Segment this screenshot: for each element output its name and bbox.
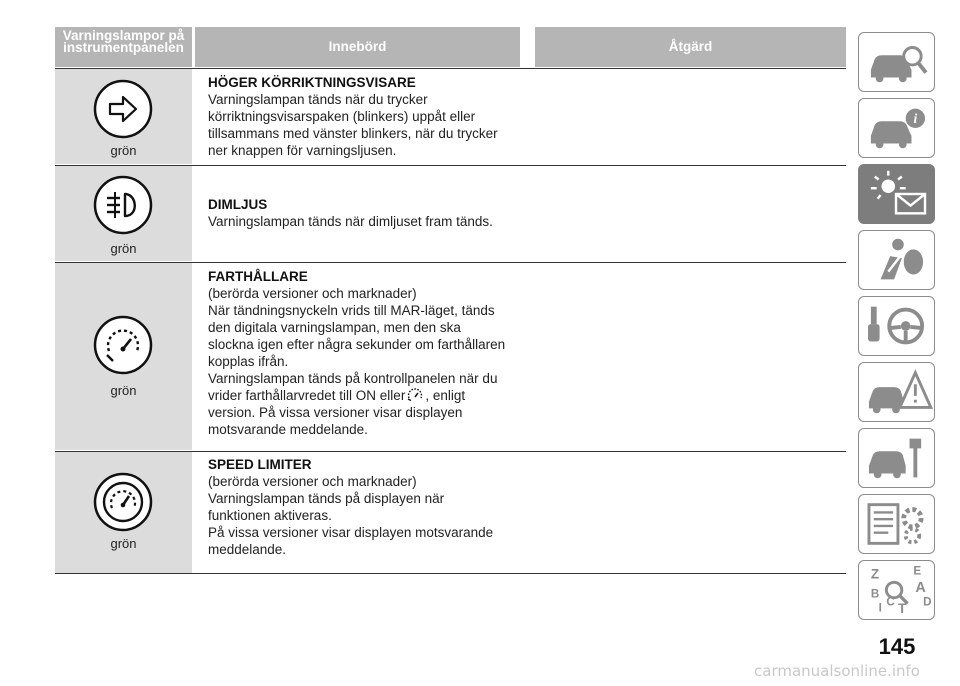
row-title: SPEED LIMITER	[208, 457, 312, 472]
index-letter: Z	[870, 566, 880, 582]
cruise-control-icon	[93, 315, 153, 375]
specs-gear-icon	[859, 495, 934, 553]
table-row	[208, 268, 528, 438]
table-row-icon-cell	[55, 166, 192, 261]
watermark: carmanualsonline.info	[754, 662, 920, 680]
row-text: den digitala varningslampan, men den ska	[208, 320, 461, 335]
speed-limiter-icon	[93, 472, 153, 532]
row-text	[208, 387, 528, 404]
car-warning-icon	[859, 363, 934, 421]
row-text: version. På vissa versioner visar displayen	[208, 405, 463, 420]
row-text: På vissa versioner visar displayen motsvarande	[208, 525, 494, 540]
chapter-tab-specifications[interactable]	[858, 494, 935, 554]
column-header-warning-lights: Varningslampor på instrumentpanelen	[55, 27, 192, 67]
index-letter: B	[870, 587, 880, 601]
row-text: kopplas ifrån.	[208, 354, 289, 369]
row-title: DIMLJUS	[208, 197, 268, 212]
row-text: meddelande.	[208, 542, 287, 557]
chapter-tab-car-search[interactable]	[858, 32, 935, 92]
cruise-control-inline-icon	[406, 387, 424, 401]
row-text: (berörda versioner och marknader)	[208, 474, 417, 489]
table-row-icon-cell	[55, 69, 192, 164]
table-row	[208, 74, 528, 159]
column-header-meaning: Innebörd	[195, 27, 520, 67]
index-letter: T	[897, 601, 907, 617]
row-title: FARTHÅLLARE	[208, 269, 308, 284]
car-search-icon	[859, 33, 934, 91]
column-header-action: Åtgärd	[535, 27, 846, 67]
table-row	[208, 456, 528, 558]
row-text: (berörda versioner och marknader)	[208, 286, 417, 301]
row-text-part: vrider farthållarvredet till ON eller	[208, 388, 406, 403]
row-text: Varningslampan tänds när dimljuset fram tänds.	[208, 214, 493, 229]
index-letter: I	[878, 601, 882, 615]
index-letter: C	[886, 595, 895, 609]
chapter-tab-safety[interactable]	[858, 230, 935, 290]
index-letter: A	[915, 579, 926, 596]
index-letter: D	[923, 595, 932, 609]
color-label: grön	[110, 383, 137, 398]
color-label: grön	[110, 536, 137, 551]
fog-light-icon	[93, 175, 153, 235]
page-number: 145	[878, 634, 916, 659]
chapter-tab-car-info[interactable]	[858, 98, 935, 158]
alphabetical-index-icon	[859, 561, 934, 619]
airbag-person-icon	[859, 231, 934, 289]
row-text: slockna igen efter några sekunder om farthållaren	[208, 337, 506, 352]
chapter-tab-starting-driving[interactable]	[858, 296, 935, 356]
table-row-icon-cell	[55, 452, 192, 573]
color-label: grön	[110, 143, 137, 158]
chapter-tab-warning-lights[interactable]	[858, 164, 935, 224]
svg-text:i: i	[913, 111, 918, 127]
right-turn-arrow-icon	[93, 79, 153, 139]
chapter-tab-emergency[interactable]	[858, 362, 935, 422]
row-text: Varningslampan tänds på displayen när	[208, 491, 445, 506]
row-text-part: , enligt	[425, 388, 466, 403]
row-text: Varningslampan tänds på kontrollpanelen när du	[208, 371, 498, 386]
row-text: När tändningsnyckeln vrids till MAR-läget, tänds	[208, 303, 495, 318]
table-row	[208, 196, 528, 230]
car-info-icon	[859, 99, 934, 157]
row-text: tillsammans med vänster blinkers, när du trycker	[208, 126, 498, 141]
row-title: HÖGER KÖRRIKTNINGSVISARE	[208, 75, 416, 90]
index-letter: E	[913, 564, 922, 578]
warning-light-message-icon	[859, 165, 934, 223]
row-text: funktionen aktiveras.	[208, 508, 332, 523]
chapter-tab-maintenance[interactable]	[858, 428, 935, 488]
key-steering-wheel-icon	[859, 297, 934, 355]
chapter-tab-index[interactable]	[858, 560, 935, 620]
row-text: ner knappen för varningsljusen.	[208, 143, 397, 158]
row-divider	[55, 573, 846, 574]
color-label: grön	[110, 241, 137, 256]
row-text: körriktningsvisarspaken (blinkers) uppåt eller	[208, 109, 476, 124]
table-row-icon-cell	[55, 263, 192, 450]
row-text: Varningslampan tänds när du trycker	[208, 92, 428, 107]
car-tools-icon	[859, 429, 934, 487]
row-text: motsvarande meddelande.	[208, 422, 368, 437]
